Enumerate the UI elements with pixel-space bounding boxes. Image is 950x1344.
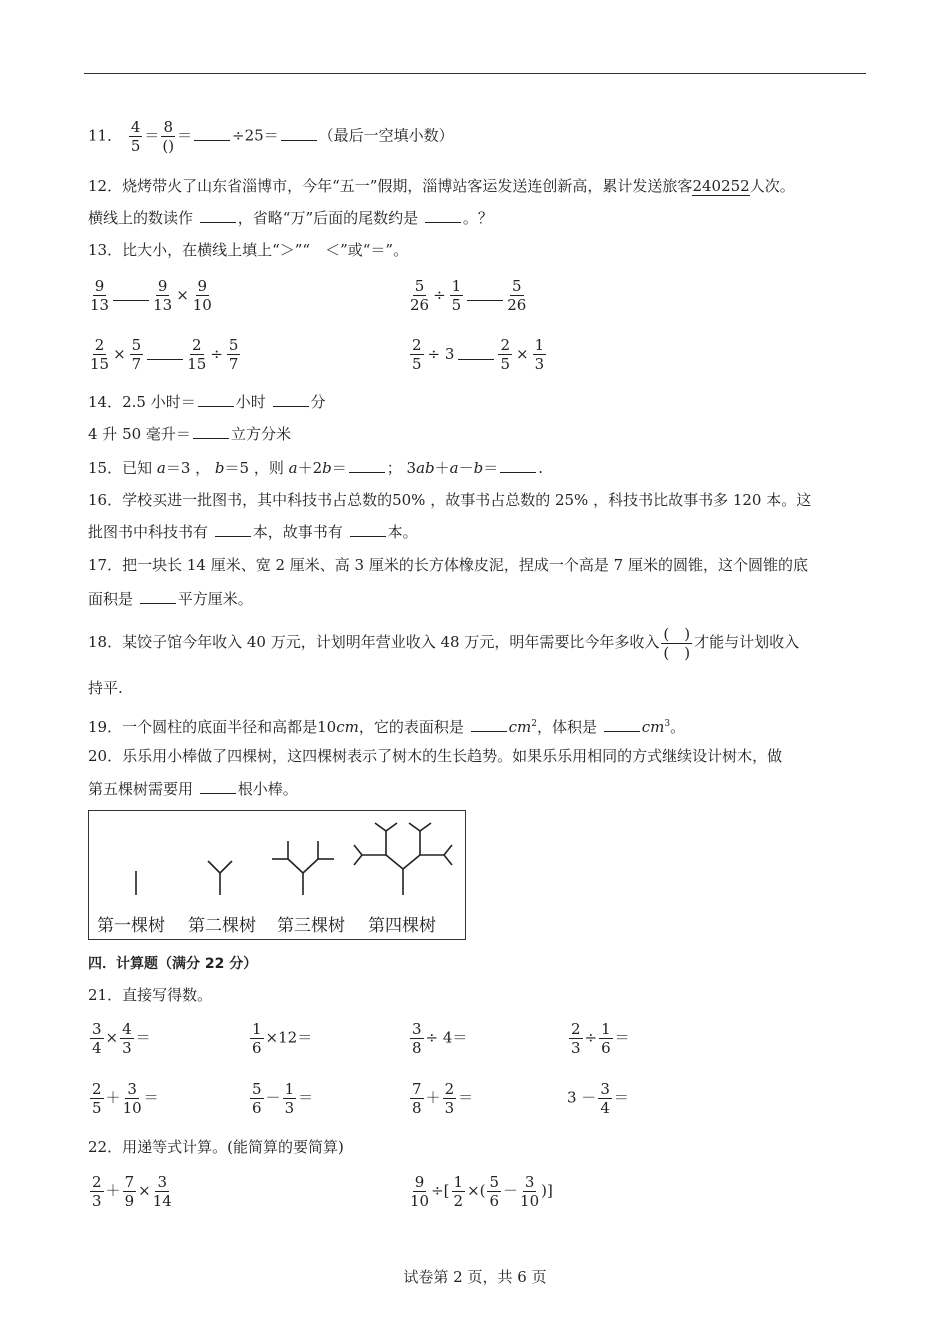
compare-1b: $\frac{5}{26}$ ÷ $\frac{1}{5}$ $\frac{5}{26}$ <box>410 277 527 314</box>
answer-blank[interactable] <box>467 290 503 301</box>
tree-3 <box>272 841 334 895</box>
calc-2-2: $\frac{5}{6}$ － $\frac{1}{3}$ ＝ <box>252 1080 314 1117</box>
question-20-line2: 第五棵树需要用 根小棒。 <box>88 780 298 798</box>
question-22-title: 22．用递等式计算。(能简算的要简算) <box>88 1138 344 1156</box>
tree-4 <box>354 823 452 895</box>
question-13-title: 13．比大小，在横线上填上“＞”“ ＜”或“＝”。 <box>88 241 409 259</box>
question-12-line1: 12．烧烤带火了山东省淄博市，今年“五一”假期，淄博站客运发送连创新高，累计发送旅客240252人次。 <box>88 177 795 195</box>
calc-2-3: $\frac{7}{8}$ ＋ $\frac{2}{3}$ ＝ <box>412 1080 474 1117</box>
question-14-line2: 4 升 50 毫升＝ 立方分米 <box>88 425 291 443</box>
answer-blank[interactable] <box>604 717 640 732</box>
tree-label-4: 第四棵树 <box>368 916 436 936</box>
question-11: 11． $\frac{4}{5}$ ＝ $\frac{8}{()}$ ＝ ÷25＝ （最后一空填小数） <box>88 118 454 155</box>
compare-1a: $\frac{9}{13}$ $\frac{9}{13}$ × $\frac{9}{10}$ <box>90 277 212 314</box>
answer-blank[interactable] <box>458 349 494 360</box>
question-16-line2: 批图书中科技书有 本，故事书有 本。 <box>88 523 418 541</box>
answer-blank[interactable] <box>471 717 507 732</box>
header-rule <box>84 73 866 74</box>
answer-blank[interactable] <box>500 458 536 473</box>
compare-2b: $\frac{2}{5}$ ÷ 3 $\frac{2}{5}$ × $\frac{1}{3}$ <box>412 336 545 373</box>
answer-blank[interactable] <box>147 349 183 360</box>
calc-22-1: $\frac{2}{3}$ ＋ $\frac{7}{9}$ × $\frac{3}{14}$ <box>92 1173 172 1210</box>
answer-blank[interactable] <box>281 126 317 141</box>
question-18-line1: 18．某饺子馆今年收入 40 万元，计划明年营业收入 48 万元，明年需要比今年多收入 $\frac{( )}{( )}$ 才能与计划收入 <box>88 624 800 662</box>
calc-22-2: $\frac{9}{10}$ ÷[ $\frac{1}{2}$ ×( $\frac{5}{6}$ － $\frac{3}{10}$ )] <box>410 1173 553 1210</box>
question-15: 15．已知 a＝3 ， b＝5 ，则 a＋2b＝ ； 3ab＋a－b＝ . <box>88 459 544 477</box>
tree-figure <box>88 810 466 940</box>
calc-1-4: $\frac{2}{3}$ ÷ $\frac{1}{6}$ ＝ <box>571 1020 630 1057</box>
page-footer: 试卷第 2 页，共 6 页 <box>403 1268 547 1286</box>
underlined-number: 240252 <box>692 177 750 195</box>
answer-blank[interactable] <box>140 589 176 604</box>
answer-blank[interactable] <box>425 208 461 223</box>
tree-label-3: 第三棵树 <box>277 916 345 936</box>
question-19: 19．一个圆柱的底面半径和高都是10cm，它的表面积是 $cm^2$，体积是 $cm^3$。 <box>88 718 686 736</box>
answer-blank[interactable] <box>200 779 236 794</box>
answer-blank[interactable] <box>349 458 385 473</box>
question-16-line1: 16．学校买进一批图书，其中科技书占总数的50% ，故事书占总数的 25% ，科技书比故事书多 120 本。这 <box>88 491 812 509</box>
tree-label-2: 第二棵树 <box>188 916 256 936</box>
answer-blank[interactable] <box>350 522 386 537</box>
calc-1-1: $\frac{3}{4}$ × $\frac{4}{3}$ ＝ <box>92 1020 151 1057</box>
calc-1-3: $\frac{3}{8}$ ÷ 4＝ <box>412 1020 468 1057</box>
fraction: $\frac{8}{()}$ <box>162 118 175 155</box>
fraction: $\frac{4}{5}$ <box>130 118 141 155</box>
question-17-line1: 17．把一块长 14 厘米、宽 2 厘米、高 3 厘米的长方体橡皮泥，捏成一个高是 7 厘米的圆锥，这个圆锥的底 <box>88 556 808 574</box>
calc-1-2: $\frac{1}{6}$ ×12＝ <box>252 1020 313 1057</box>
question-14-line1: 14．2.5 小时＝ 小时 分 <box>88 393 326 411</box>
answer-blank[interactable] <box>215 522 251 537</box>
question-20-line1: 20．乐乐用小棒做了四棵树，这四棵树表示了树木的生长趋势。如果乐乐用相同的方式继续设计树木，做 <box>88 747 783 765</box>
compare-2a: $\frac{2}{15}$ × $\frac{5}{7}$ $\frac{2}{15}$ ÷ $\frac{5}{7}$ <box>90 336 239 373</box>
question-18-line2: 持平. <box>88 679 123 697</box>
answer-blank[interactable] <box>198 392 234 407</box>
tree-2 <box>208 861 232 895</box>
tree-label-1: 第一棵树 <box>97 916 165 936</box>
question-21-title: 21．直接写得数。 <box>88 986 213 1004</box>
question-12-line2: 横线上的数读作 ，省略“万”后面的尾数约是 。？ <box>88 209 493 227</box>
answer-blank[interactable] <box>193 424 229 439</box>
answer-blank[interactable] <box>113 290 149 301</box>
question-17-line2: 面积是 平方厘米。 <box>88 590 253 608</box>
section-title: 四．计算题（满分 22 分） <box>88 956 258 972</box>
answer-blank[interactable] <box>200 208 236 223</box>
fraction-blank[interactable]: $\frac{( )}{( )}$ <box>663 624 691 662</box>
calc-2-4: 3 － $\frac{3}{4}$ ＝ <box>567 1080 629 1117</box>
answer-blank[interactable] <box>273 392 309 407</box>
calc-2-1: $\frac{2}{5}$ ＋ $\frac{3}{10}$ ＝ <box>92 1080 159 1117</box>
answer-blank[interactable] <box>194 126 230 141</box>
